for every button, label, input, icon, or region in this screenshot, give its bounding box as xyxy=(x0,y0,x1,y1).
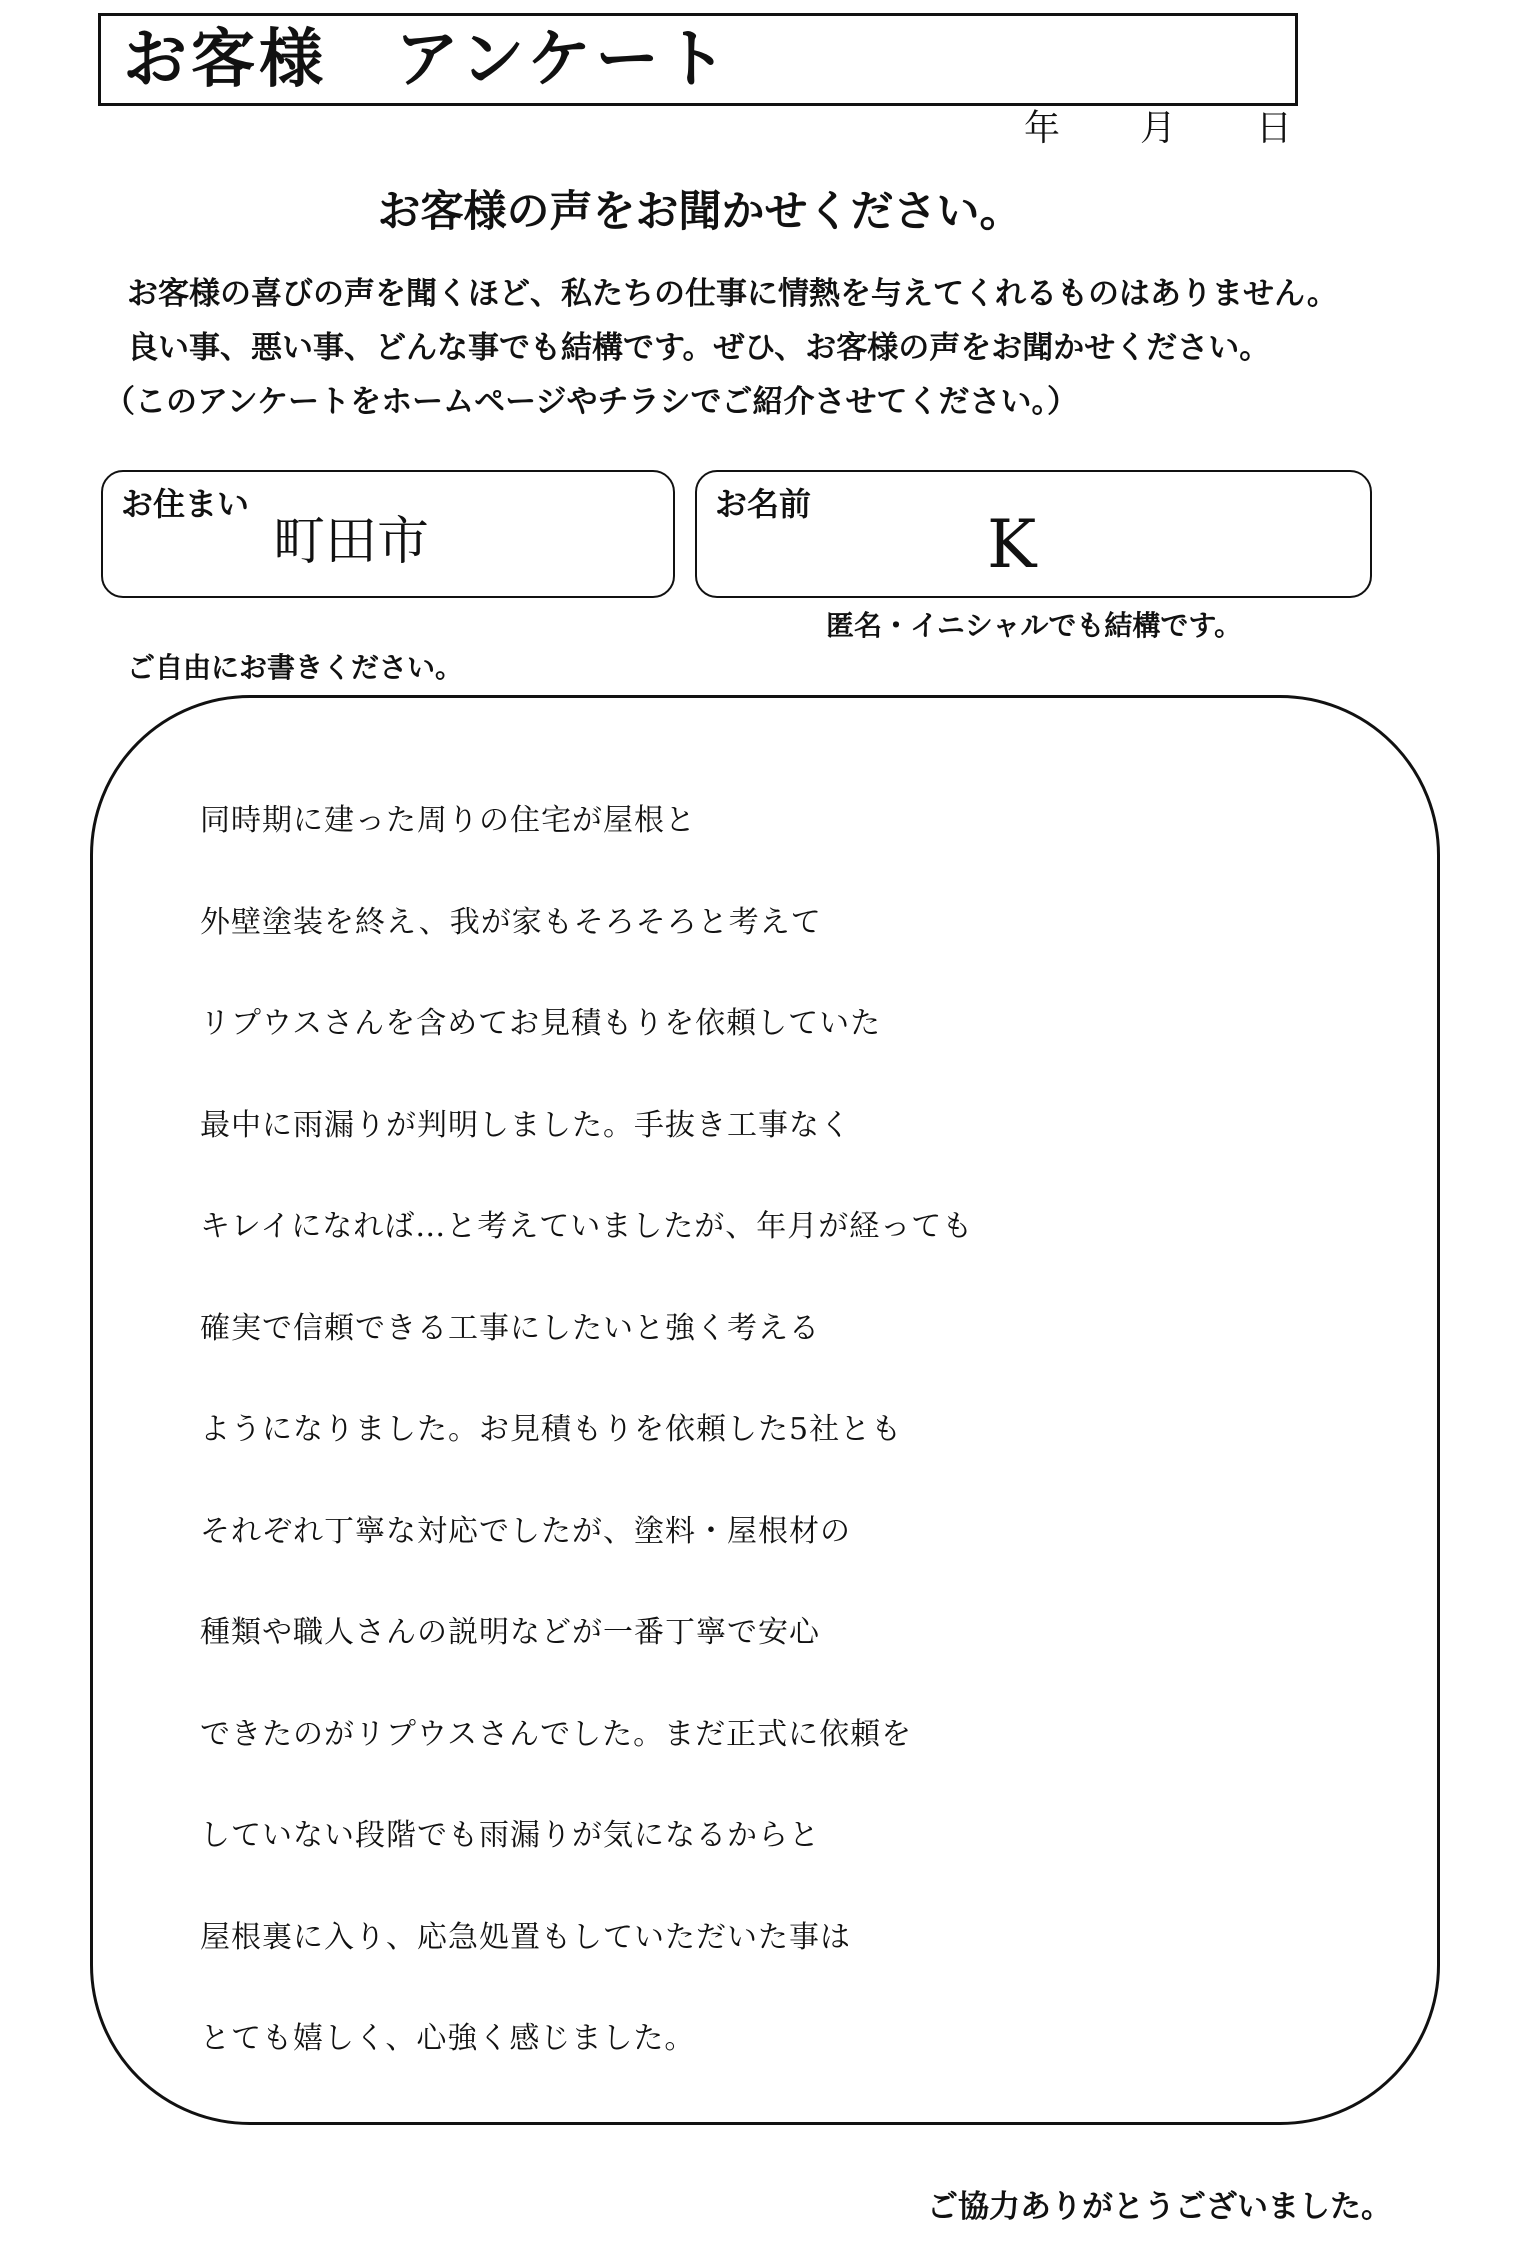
survey-title: お客様 アンケート xyxy=(123,23,732,97)
date-month-label: 月 xyxy=(1140,108,1177,149)
comment-line: 屋根裏に入り、応急処置もしていただいた事は xyxy=(200,1919,851,1955)
comment-line: リプウスさんを含めてお見積もりを依頼していた xyxy=(200,1006,882,1041)
comment-line: ようになりました。お見積もりを依頼した5社とも xyxy=(200,1412,903,1447)
comment-line: 確実で信頼できる工事にしたいと強く考える xyxy=(200,1310,820,1346)
survey-title-box xyxy=(98,13,1298,106)
intro-line-1: お客様の喜びの声を聞くほど、私たちの仕事に情熱を与えてくれるものはありません。 xyxy=(127,276,1338,312)
name-label: お名前 xyxy=(715,485,812,523)
comment-line: できたのがリプウスさんでした。まだ正式に依頼を xyxy=(200,1716,913,1752)
comment-line: 同時期に建った周りの住宅が屋根と xyxy=(200,803,696,838)
comment-line: していない段階でも雨漏りが気になるからと xyxy=(200,1818,820,1853)
comment-line: 外壁塗装を終え、我が家もそろそろと考えて xyxy=(200,904,822,940)
comment-text xyxy=(200,770,1400,2090)
comment-line: 種類や職人さんの説明などが一番丁寧で安心 xyxy=(200,1615,820,1650)
comment-line: それぞれ丁寧な対応でしたが、塗料・屋根材の xyxy=(200,1513,851,1549)
comment-line: キレイになれば…と考えていましたが、年月が経っても xyxy=(200,1209,974,1244)
date-year-label: 年 xyxy=(1024,108,1061,149)
comment-line: 最中に雨漏りが判明しました。手抜き工事なく xyxy=(200,1107,851,1143)
page-heading: お客様の声をお聞かせください。 xyxy=(377,187,1023,237)
comment-line: とても嬉しく、心強く感じました。 xyxy=(200,2021,696,2056)
anonymous-note: 匿名・イニシャルでも結構です。 xyxy=(826,609,1243,642)
comment-prompt: ご自由にお書きください。 xyxy=(127,651,464,684)
thanks-note: ご協力ありがとうございました。 xyxy=(927,2189,1392,2225)
intro-line-3: （このアンケートをホームページやチラシでご紹介させてください。） xyxy=(104,384,1079,420)
name-field[interactable] xyxy=(695,470,1372,598)
address-label: お住まい xyxy=(121,485,250,523)
name-value: K xyxy=(987,506,1037,583)
intro-line-2: 良い事、悪い事、どんな事でも結構です。ぜひ、お客様の声をお聞かせください。 xyxy=(127,330,1271,366)
address-field[interactable] xyxy=(101,470,675,598)
address-value: 町田市 xyxy=(273,512,430,572)
date-day-label: 日 xyxy=(1256,108,1293,149)
